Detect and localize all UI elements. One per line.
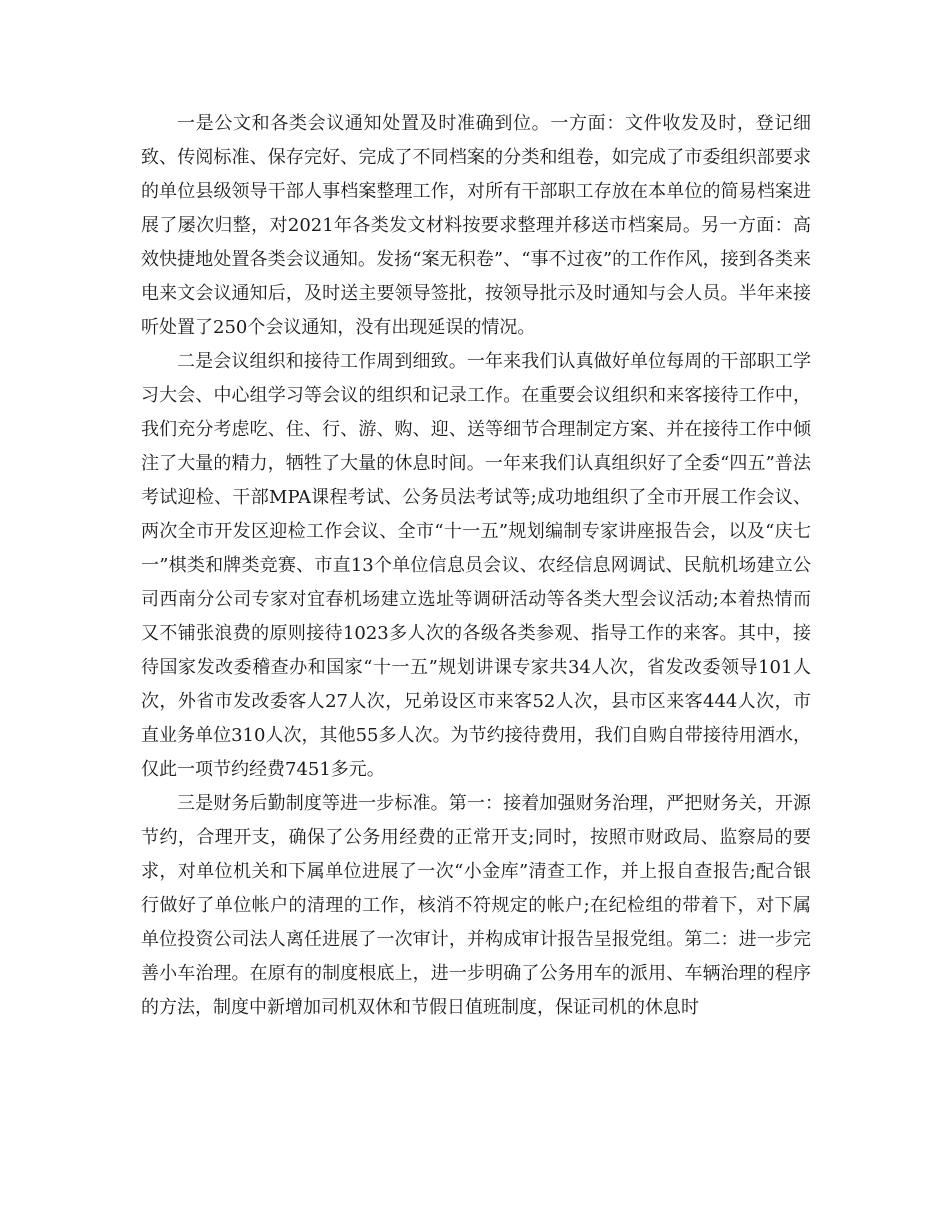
paragraph-official-documents: 一是公文和各类会议通知处置及时准确到位。一方面：文件收发及时，登记细致、传阅标准、保存完好、完成了不同档案的分类和组卷，如完成了市委组织部要求的单位县级领导干部人事档案整理工作，对所有干部职工存放在本单位的简易档案进展了屡次归整，对2021年各类发文材料按要求整理并移送市档案局。另一方面：高效快捷地处置各类会议通知。发扬“案无积卷”、“事不过夜”的工作作风，接到各类来电来文会议通知后，及时送主要领导签批，按领导批示及时通知与会人员。半年来接听处置了250个会议通知，没有出现延误的情况。 bbox=[141, 113, 811, 338]
document-body bbox=[141, 107, 811, 1025]
paragraph-meeting-reception: 二是会议组织和接待工作周到细致。一年来我们认真做好单位每周的干部职工学习大会、中心组学习等会议的组织和记录工作。在重要会议组织和来客接待工作中，我们充分考虑吃、住、行、游、购、迎、送等细节合理制定方案、并在接待工作中倾注了大量的精力，牺牲了大量的休息时间。一年来我们认真组织好了全委“四五”普法考试迎检、干部MPA课程考试、公务员法考试等;成功地组织了全市开展工作会议、两次全市开发区迎检工作会议、全市“十一五”规划编制专家讲座报告会，以及“庆七一”棋类和牌类竞赛、市直13个单位信息员会议、农经信息网调试、民航机场建立公司西南分公司专家对宜春机场建立选址等调研活动等各类大型会议活动;本着热情而又不铺张浪费的原则接待1023多人次的各级各类参观、指导工作的来客。其中，接待国家发改委稽查办和国家“十一五”规划讲课专家共34人次，省发改委领导101人次，外省市发改委客人27人次，兄弟设区市来客52人次，县市区来客444人次，市直业务单位310人次，其他55多人次。为节约接待费用，我们自购自带接待用酒水，仅此一项节约经费7451多元。 bbox=[141, 351, 811, 780]
paragraph-finance-logistics: 三是财务后勤制度等进一步标准。第一：接着加强财务治理，严把财务关，开源节约，合理开支，确保了公务用经费的正常开支;同时，按照市财政局、监察局的要求，对单位机关和下属单位进展了一次“小金库”清查工作，并上报自查报告;配合银行做好了单位帐户的清理的工作，核消不符规定的帐户;在纪检组的带着下，对下属单位投资公司法人离任进展了一次审计，并构成审计报告呈报党组。第二：进一步完善小车治理。在原有的制度根底上，进一步明确了公务用车的派用、车辆治理的程序的方法，制度中新增加司机双休和节假日值班制度，保证司机的休息时 bbox=[141, 793, 811, 1018]
